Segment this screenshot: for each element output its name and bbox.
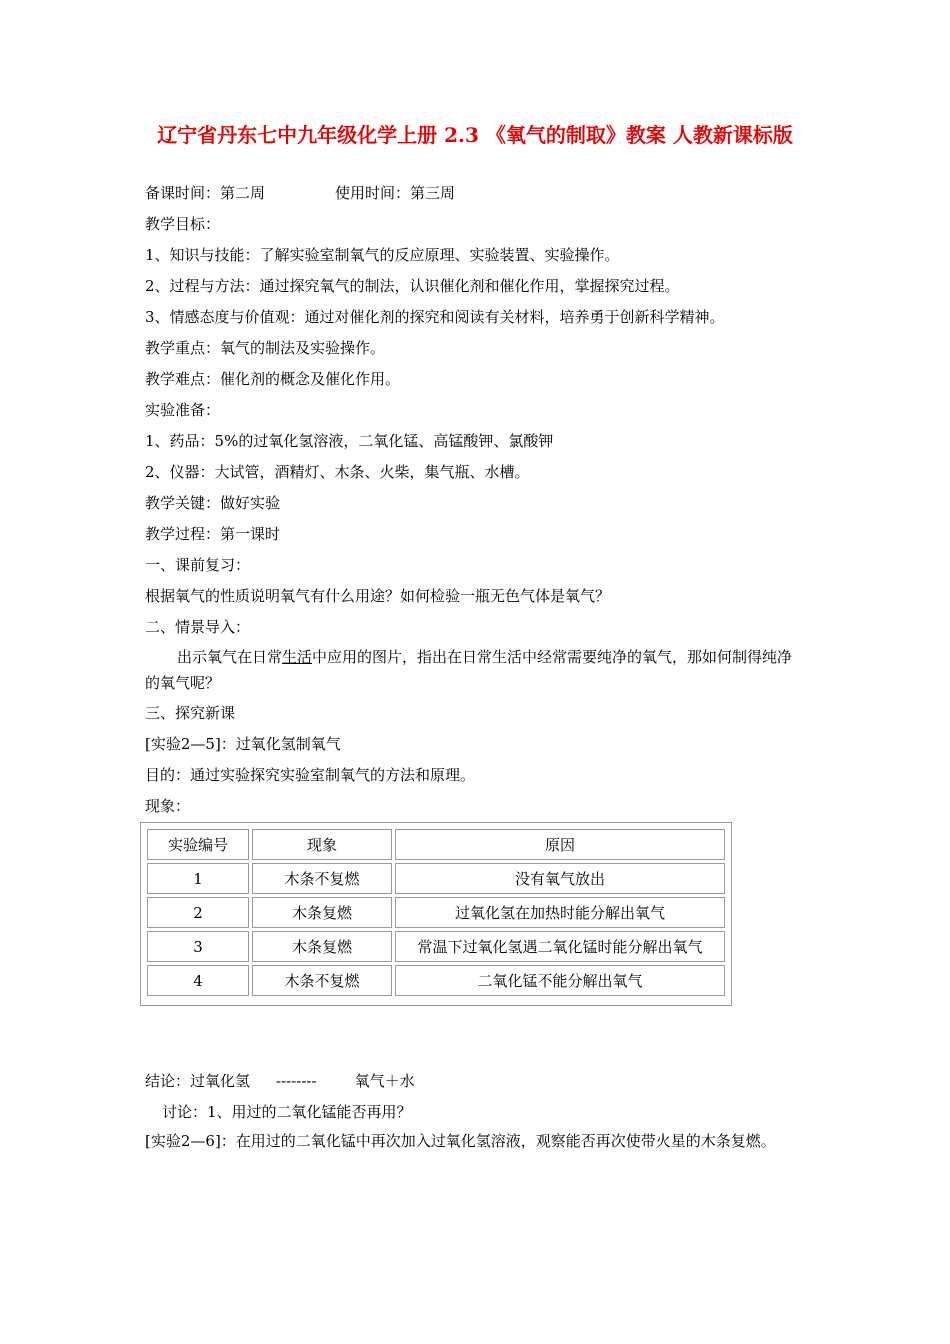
experiment-2-6: [实验2—6]：在用过的二氧化锰中再次加入过氧化氢溶液，观察能否再次使带火星的木条复燃。	[145, 1132, 776, 1150]
objective-3: 3、情感态度与价值观：通过对催化剂的探究和阅读有关材料，培养勇于创新科学精神。	[145, 308, 725, 326]
table-cell: 木条复燃	[252, 931, 392, 962]
table-cell: 木条复燃	[252, 897, 392, 928]
table-row	[147, 965, 725, 996]
section-heading-1: 一、课前复习：	[145, 556, 251, 574]
review-question: 根据氧气的性质说明氧气有什么用途？如何检验一瓶无色气体是氧气？	[145, 587, 611, 605]
table-row	[147, 863, 725, 894]
discussion-line: 讨论：1、用过的二氧化锰能否再用？	[162, 1103, 412, 1121]
intro-text-2: 中应用的图片，指出在日常生活中经常需要纯净的氧气，那如何制得纯净的氧气呢？	[145, 648, 793, 692]
objective-1: 1、知识与技能：了解实验室制氧气的反应原理、实验装置、实验操作。	[145, 246, 620, 264]
objective-2: 2、过程与方法：通过探究氧气的制法，认识催化剂和催化作用，掌握探究过程。	[145, 277, 680, 295]
intro-underlined-link[interactable]: 生活	[282, 648, 313, 666]
difficult-point: 教学难点：催化剂的概念及催化作用。	[145, 370, 401, 388]
schedule-line	[145, 183, 455, 203]
conclusion-reactant: 结论：过氧化氢	[145, 1072, 251, 1090]
use-time: 使用时间：第三周	[335, 184, 456, 202]
intro-paragraph	[145, 644, 805, 696]
section-heading-2: 二、情景导入：	[145, 618, 251, 636]
document-title: 辽宁省丹东七中九年级化学上册 2.3 《氧气的制取》教案 人教新课标版	[157, 123, 793, 147]
conclusion-product: 氧气＋水	[354, 1072, 415, 1090]
purpose-line: 目的：通过实验探究实验室制氧气的方法和原理。	[145, 766, 476, 784]
results-table-frame	[140, 822, 732, 1006]
table-row	[147, 897, 725, 928]
conclusion-arrow: --------	[276, 1072, 317, 1090]
table-cell: 过氧化氢在加热时能分解出氧气	[395, 897, 725, 928]
table-cell: 木条不复燃	[252, 863, 392, 894]
section-heading-3: 三、探究新课	[145, 704, 236, 722]
table-cell: 3	[147, 931, 249, 962]
prep-item-2: 2、仪器：大试管，酒精灯、木条、火柴，集气瓶、水槽。	[145, 463, 530, 481]
objectives-heading: 教学目标：	[145, 215, 221, 233]
header-cell-phenomenon: 现象	[252, 829, 392, 860]
prep-time: 备课时间：第二周	[145, 184, 266, 202]
key-point: 教学重点：氧气的制法及实验操作。	[145, 339, 386, 357]
process-line: 教学过程：第一课时	[145, 525, 281, 543]
table-cell: 2	[147, 897, 249, 928]
results-table	[144, 826, 728, 999]
table-cell: 木条不复燃	[252, 965, 392, 996]
table-cell: 二氧化锰不能分解出氧气	[395, 965, 725, 996]
teaching-key: 教学关键：做好实验	[145, 494, 281, 512]
conclusion-line	[145, 1071, 415, 1091]
table-cell: 4	[147, 965, 249, 996]
experiment-2-5: [实验2—5]：过氧化氢制氧气	[145, 735, 341, 753]
table-header-row	[147, 829, 725, 860]
table-cell: 没有氧气放出	[395, 863, 725, 894]
phenomenon-label: 现象：	[145, 797, 191, 815]
table-cell: 1	[147, 863, 249, 894]
prep-heading: 实验准备：	[145, 401, 221, 419]
header-cell-number: 实验编号	[147, 829, 249, 860]
header-cell-reason: 原因	[395, 829, 725, 860]
table-row	[147, 931, 725, 962]
intro-text-1: 出示氧气在日常	[177, 648, 283, 666]
table-cell: 常温下过氧化氢遇二氧化锰时能分解出氧气	[395, 931, 725, 962]
prep-item-1: 1、药品：5%的过氧化氢溶液，二氧化锰、高锰酸钾、氯酸钾	[145, 432, 554, 450]
